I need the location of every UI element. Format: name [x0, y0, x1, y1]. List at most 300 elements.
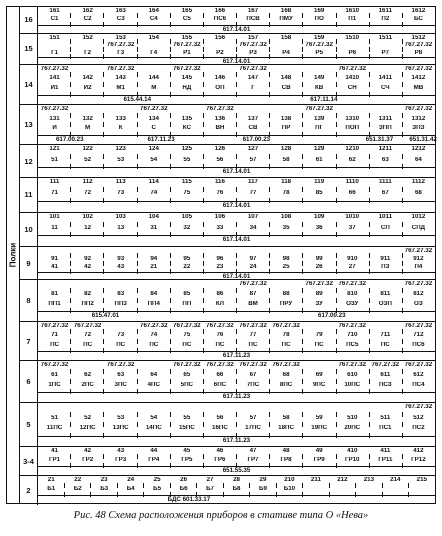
- slot-label: 710: [347, 332, 358, 339]
- slot-label: 767.27.32: [106, 42, 135, 49]
- slot-label: ПСВ: [246, 16, 260, 23]
- slot-label: Г: [251, 84, 255, 91]
- slot-label: ПС: [314, 341, 324, 348]
- slot-label: 1010: [345, 213, 360, 220]
- slot-label: 121: [49, 146, 60, 153]
- slot-label: 141: [49, 75, 60, 82]
- slot-label: 89: [315, 291, 323, 298]
- slot-label: 145: [181, 75, 193, 82]
- slot-label: 13ПС: [112, 425, 129, 432]
- slot-label: 126: [214, 146, 226, 153]
- slot-label: ПС6: [412, 341, 425, 348]
- slot-label: ГР9: [313, 457, 325, 464]
- slot-label: 767.27.32: [106, 361, 135, 368]
- slot-label: 28: [233, 477, 240, 484]
- shelf-16: [20, 7, 435, 34]
- slot-label: ГР10: [344, 457, 360, 464]
- slot-label: КВ: [315, 84, 324, 91]
- slot-label: 16ПС: [212, 425, 228, 432]
- slot-label: 4ПС: [147, 381, 160, 388]
- slot-label: Б5: [153, 486, 162, 493]
- slot-label: 75: [183, 189, 191, 196]
- shelf-number: 2: [20, 476, 38, 505]
- shelf-number: 7: [20, 322, 38, 359]
- slot-label: ЗПП: [378, 125, 392, 132]
- slot-label: НД: [182, 84, 192, 91]
- slot-label: 151: [49, 34, 60, 41]
- slot-label: 5ПС: [180, 381, 194, 388]
- slot-label: СВ: [248, 125, 258, 132]
- slot-label: Г3: [117, 49, 125, 56]
- slot-label: 77: [249, 189, 257, 196]
- slot-label: 53: [117, 414, 125, 421]
- slot-label: 767.27.32: [404, 281, 433, 288]
- slot-label: 1011: [378, 213, 393, 220]
- slot-label: 1410: [345, 75, 360, 82]
- slot-label: 213: [363, 477, 375, 484]
- slot-label: ПС1: [379, 425, 392, 432]
- slot-label: С5: [182, 16, 191, 23]
- slot-label: ПС: [380, 341, 390, 348]
- slot-label: 55: [183, 156, 191, 163]
- slot-label: 139: [314, 115, 325, 122]
- slot-label: П4: [414, 263, 423, 270]
- slot-label: 767.27.32: [305, 281, 333, 288]
- slot-label: 45: [183, 448, 191, 455]
- slot-label: 91: [51, 256, 58, 263]
- slot-label: 156: [214, 34, 226, 41]
- slot-label: 83: [117, 291, 125, 298]
- slot-label: 97: [249, 256, 257, 263]
- slot-label: 152: [82, 34, 93, 41]
- slot-label: 767.27.32: [173, 42, 201, 49]
- slot-label: 1212: [411, 146, 426, 153]
- slot-label: 767.27.32: [404, 248, 433, 255]
- slot-label: 157: [247, 34, 259, 41]
- slot-label: 106: [214, 213, 226, 220]
- slot-label: 767.27.32: [40, 361, 69, 368]
- slot-label: 111: [49, 179, 60, 186]
- slot-label: ПС: [281, 341, 291, 348]
- bus-label: 651.55.35: [222, 467, 251, 475]
- slot-label: 711: [380, 332, 391, 339]
- slot-label: 1510: [345, 34, 360, 41]
- slot-label: ГР2: [82, 457, 94, 464]
- slot-label: 767.27.32: [206, 323, 234, 330]
- slot-label: 85: [315, 189, 323, 196]
- slot-label: 6ПС: [213, 381, 227, 388]
- slot-label: 63: [117, 371, 125, 378]
- slot-label: ГР8: [280, 457, 292, 464]
- slot-label: Р4: [282, 49, 290, 56]
- slot-label: И2: [83, 84, 92, 91]
- slot-label: И: [52, 125, 57, 132]
- slot-label: 215: [416, 477, 427, 484]
- slot-label: 65: [183, 371, 191, 378]
- slot-label: 25: [282, 263, 290, 270]
- slot-label: 49: [315, 448, 323, 455]
- slot-label: ГР11: [378, 457, 393, 464]
- slot-label: 138: [280, 115, 292, 122]
- slot-label: ПП4: [147, 301, 160, 308]
- slot-label: ГР1: [49, 457, 61, 464]
- slot-label: 512: [413, 414, 424, 421]
- slot-label: 148: [280, 75, 292, 82]
- slot-label: 105: [181, 213, 193, 220]
- slot-label: 210: [284, 477, 295, 484]
- slot-label: Р5: [315, 49, 323, 56]
- slot-label: ЗПЗ: [412, 125, 425, 132]
- shelf-3-4: [20, 447, 435, 476]
- slot-label: ГР4: [148, 457, 160, 464]
- slot-label: 22: [74, 477, 82, 484]
- slot-label: П2: [381, 16, 390, 23]
- slot-label: 95: [183, 256, 191, 263]
- slot-label: 54: [150, 156, 158, 163]
- slot-label: 51: [51, 414, 58, 421]
- slot-label: 88: [282, 291, 290, 298]
- slot-label: М: [85, 125, 91, 132]
- slot-label: 54: [150, 414, 158, 421]
- slot-label: 155: [181, 34, 193, 41]
- slot-label: Б4: [126, 486, 135, 493]
- slot-label: 103: [115, 213, 126, 220]
- slot-label: ПГ: [315, 125, 324, 132]
- slot-label: ПС6: [213, 16, 227, 23]
- slot-label: Б1: [47, 486, 56, 493]
- slot-label: 158: [280, 34, 292, 41]
- shelf-number: 14: [20, 65, 38, 104]
- shelf-14: [20, 65, 435, 105]
- slot-label: 214: [390, 477, 401, 484]
- slot-label: 1210: [345, 146, 360, 153]
- slot-label: 767.27.32: [206, 106, 234, 113]
- shelf-number: 10: [20, 213, 38, 247]
- slot-label: 74: [150, 332, 158, 339]
- slot-label: 10ПС: [344, 381, 361, 388]
- slot-label: С4: [149, 16, 158, 23]
- shelf-2: [20, 476, 435, 505]
- slot-label: 67: [381, 189, 389, 196]
- shelf-number: 3-4: [20, 447, 38, 475]
- slot-label: 767.27.32: [140, 323, 168, 330]
- slot-label: 24: [249, 263, 257, 270]
- slot-label: МВ: [413, 84, 424, 91]
- slot-label: ОЗ: [414, 301, 423, 308]
- slot-label: СВ: [281, 84, 291, 91]
- slot-label: 167: [247, 8, 259, 14]
- slot-label: 767.27.32: [404, 404, 433, 411]
- slot-label: ПС: [248, 341, 258, 348]
- slot-label: 154: [148, 34, 159, 41]
- slot-label: 56: [216, 414, 224, 421]
- slot-label: ЗУ: [315, 301, 323, 308]
- shelf-8: [20, 280, 435, 322]
- slot-label: ГР3: [115, 457, 127, 464]
- slot-label: 21: [150, 263, 158, 270]
- slot-label: 164: [148, 8, 159, 14]
- slot-label: 1511: [378, 34, 393, 41]
- slot-label: ПП1: [48, 301, 61, 308]
- side-label: Полки: [8, 242, 18, 268]
- slot-label: 71: [51, 189, 58, 196]
- slot-label: ПП3: [114, 301, 127, 308]
- slot-label: 812: [413, 291, 424, 298]
- slot-label: 109: [314, 213, 325, 220]
- slot-label: 33: [216, 224, 224, 231]
- slot-label: Г1: [51, 49, 59, 56]
- slot-label: 116: [214, 179, 225, 186]
- slot-label: 168: [280, 8, 292, 14]
- slot-label: 767.27.32: [305, 42, 333, 49]
- slot-label: 767.27.32: [239, 361, 267, 368]
- slot-label: 211: [310, 477, 321, 484]
- slot-label: 62: [348, 156, 356, 163]
- slot-label: 86: [216, 291, 224, 298]
- slot-label: 767.27.32: [106, 65, 135, 72]
- slot-label: 43: [117, 263, 125, 270]
- slot-label: 61: [51, 371, 58, 378]
- slot-label: 26: [315, 263, 323, 270]
- slot-label: 11ПС: [46, 425, 63, 432]
- slot-label: 44: [150, 448, 158, 455]
- shelf-grid: [20, 7, 435, 503]
- slot-label: 46: [216, 448, 224, 455]
- slot-label: 79: [315, 332, 323, 339]
- shelf-15: [20, 34, 435, 65]
- slot-label: 42: [84, 448, 92, 455]
- slot-label: 36: [315, 224, 323, 231]
- slot-label: 29: [259, 477, 267, 484]
- slot-label: К: [118, 125, 123, 132]
- slot-label: С3: [116, 16, 125, 23]
- shelf-5: [20, 403, 435, 447]
- slot-label: 767.27.32: [272, 323, 300, 330]
- bus-label: 617.00.23: [242, 135, 271, 143]
- slot-label: 3ПС: [114, 381, 127, 388]
- slot-label: ПЗ: [381, 263, 390, 270]
- bus-label: 617.14.01: [222, 236, 251, 244]
- slot-label: 20ПС: [344, 425, 361, 432]
- slot-label: 23: [216, 263, 224, 270]
- slot-label: 58: [282, 414, 290, 421]
- slot-label: 8ПС: [279, 381, 293, 388]
- shelf-number: 11: [20, 178, 38, 212]
- slot-label: 72: [84, 332, 92, 339]
- slot-label: ВМ: [248, 301, 258, 308]
- slot-label: 767.27.32: [140, 106, 168, 113]
- slot-label: 767.27.32: [338, 281, 366, 288]
- slot-label: 135: [181, 115, 193, 122]
- shelf-number: 6: [20, 361, 38, 402]
- slot-label: 47: [249, 448, 257, 455]
- slot-label: 767.27.32: [272, 361, 300, 368]
- slot-label: 911: [380, 256, 391, 263]
- slot-label: 112: [82, 179, 93, 186]
- slot-label: 1112: [411, 179, 425, 186]
- slot-label: 612: [413, 371, 424, 378]
- slot-label: 53: [117, 156, 125, 163]
- slot-label: ГР12: [411, 457, 426, 464]
- slot-label: 56: [216, 156, 224, 163]
- shelf-9: [20, 247, 435, 280]
- slot-label: ПС: [50, 341, 59, 348]
- slot-label: 1ПС: [48, 381, 61, 388]
- slot-label: СП: [380, 224, 390, 231]
- slot-label: 134: [148, 115, 159, 122]
- slot-label: 910: [347, 256, 358, 263]
- slot-label: 14ПС: [145, 425, 162, 432]
- shelf-12: [20, 145, 435, 178]
- slot-label: 76: [216, 332, 224, 339]
- slot-label: 27: [348, 263, 356, 270]
- slot-label: 767.27.32: [239, 323, 267, 330]
- slot-label: 125: [181, 146, 193, 153]
- slot-label: ПС4: [412, 381, 425, 388]
- slot-label: 73: [117, 332, 125, 339]
- slot-label: ПС: [149, 341, 159, 348]
- slot-label: Б9: [259, 486, 267, 493]
- bus-label: 617.11.14: [310, 95, 338, 103]
- slot-label: СПД: [411, 224, 426, 231]
- slot-label: 78: [282, 189, 290, 196]
- rack-scheme: [6, 6, 436, 504]
- slot-label: ПС5: [346, 341, 359, 348]
- slot-label: 767.27.32: [40, 323, 69, 330]
- slot-label: 131: [49, 115, 60, 122]
- slot-label: 11: [51, 224, 58, 231]
- slot-label: 811: [380, 291, 391, 298]
- slot-label: Р2: [216, 49, 224, 56]
- bus-label: 615.44.14: [123, 95, 152, 103]
- slot-label: Р6: [348, 49, 357, 56]
- slot-label: 767.27.32: [404, 323, 433, 330]
- slot-label: 61: [315, 156, 323, 163]
- slot-label: С: [151, 125, 156, 132]
- bus-label: 617.14.01: [222, 25, 251, 33]
- slot-label: 1412: [411, 75, 426, 82]
- slot-label: 767.27.32: [404, 106, 433, 113]
- bus-label: 651.31.42: [409, 135, 437, 143]
- slot-label: ПО: [314, 16, 324, 23]
- slot-label: 767.27.32: [40, 65, 69, 72]
- slot-label: 511: [380, 414, 391, 421]
- slot-label: 767.27.32: [40, 106, 69, 113]
- slot-label: 43: [117, 448, 125, 455]
- slot-label: 767.27.32: [371, 361, 400, 368]
- slot-label: 610: [347, 371, 358, 378]
- slot-label: 9ПС: [312, 381, 326, 388]
- slot-label: ПСЗ: [378, 381, 392, 388]
- slot-label: Р7: [381, 49, 390, 56]
- slot-label: 161: [49, 8, 60, 14]
- slot-label: 767.27.32: [404, 65, 433, 72]
- bus-label: 615.47.01: [91, 312, 120, 320]
- slot-label: 51: [51, 156, 58, 163]
- slot-label: 142: [82, 75, 93, 82]
- shelf-number: 13: [20, 105, 38, 144]
- slot-label: 37: [348, 224, 356, 231]
- slot-label: 1310: [345, 115, 360, 122]
- slot-label: 57: [249, 156, 257, 163]
- slot-label: Р3: [249, 49, 257, 56]
- slot-label: Б3: [100, 486, 109, 493]
- slot-label: ОП: [215, 84, 225, 91]
- bus-label: 617.00.23: [318, 312, 346, 320]
- side-label-column: [7, 7, 20, 503]
- slot-label: 74: [150, 189, 158, 196]
- slot-label: 94: [150, 256, 158, 263]
- slot-label: 68: [282, 371, 290, 378]
- slot-label: 767.27.32: [239, 65, 267, 72]
- slot-label: 2ПС: [81, 381, 94, 388]
- shelf-number: 8: [20, 280, 38, 321]
- slot-label: 22: [183, 263, 191, 270]
- bus-label: 617.11.23: [222, 392, 251, 400]
- slot-label: ПС: [116, 341, 126, 348]
- slot-label: 767.27.32: [338, 323, 366, 330]
- slot-label: Б7: [206, 486, 214, 493]
- slot-label: ГР5: [181, 457, 193, 464]
- shelf-number: 15: [20, 34, 38, 64]
- slot-label: Б10: [283, 486, 296, 493]
- slot-label: 1311: [378, 115, 393, 122]
- slot-label: 410: [347, 448, 358, 455]
- figure-caption: Рис. 48 Схема расположения приборов в стативе типа О «Нева»: [73, 510, 369, 521]
- slot-label: КЛ: [215, 301, 224, 308]
- slot-label: 122: [82, 146, 93, 153]
- slot-label: 52: [84, 156, 92, 163]
- slot-label: Р1: [183, 49, 191, 56]
- shelf-number: 16: [20, 7, 38, 33]
- slot-label: М: [151, 84, 157, 91]
- slot-label: ПС: [215, 341, 225, 348]
- slot-label: 510: [347, 414, 358, 421]
- slot-label: 767.27.32: [338, 361, 366, 368]
- slot-label: 712: [413, 332, 424, 339]
- slot-label: 19ПС: [311, 425, 328, 432]
- slot-label: 767.27.32: [404, 361, 433, 368]
- slot-label: 115: [181, 179, 192, 186]
- slot-label: 59: [315, 414, 323, 421]
- slot-label: 119: [314, 179, 325, 186]
- slot-label: 147: [247, 75, 259, 82]
- slot-label: Г4: [150, 49, 158, 56]
- slot-label: 611: [380, 371, 391, 378]
- slot-label: ОЗП: [378, 301, 392, 308]
- slot-label: 117: [248, 179, 258, 186]
- slot-label: 52: [84, 414, 92, 421]
- slot-label: 81: [51, 291, 58, 298]
- slot-label: 767.27.32: [206, 361, 234, 368]
- slot-label: 62: [84, 371, 92, 378]
- slot-label: КС: [182, 125, 191, 132]
- slot-label: 1110: [345, 179, 359, 186]
- slot-label: 113: [115, 179, 126, 186]
- slot-label: 114: [148, 179, 159, 186]
- slot-label: 153: [115, 34, 126, 41]
- slot-label: 64: [150, 371, 158, 378]
- slot-label: 24: [127, 477, 135, 484]
- slot-label: 912: [413, 256, 424, 263]
- slot-label: 163: [115, 8, 126, 14]
- slot-label: 32: [183, 224, 191, 231]
- slot-label: 92: [84, 256, 92, 263]
- slot-label: 25: [153, 477, 161, 484]
- slot-label: 27: [206, 477, 214, 484]
- slot-label: 101: [49, 213, 60, 220]
- slot-label: 767.27.32: [239, 281, 267, 288]
